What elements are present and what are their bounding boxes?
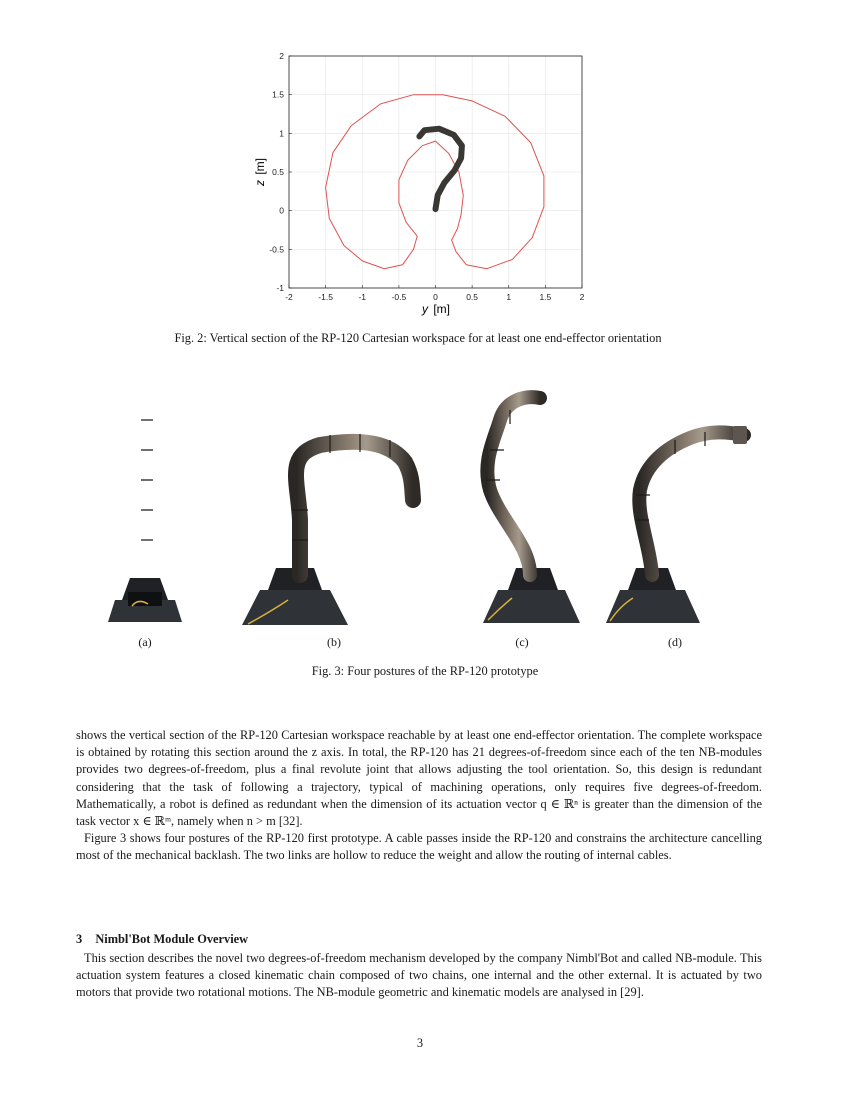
y-tick-label: -0.5 [269,244,284,255]
y-tick-label: 0 [279,205,284,216]
subcaption-c: (c) [515,635,529,649]
section-body [76,950,762,1002]
body-text [76,727,762,865]
y-tick-label: 0.5 [272,167,284,177]
robot-posture-line [419,129,462,209]
subcaption-a: (a) [138,635,152,649]
y-axis-unit: [m] [253,157,267,175]
y-tick-label: -1 [276,283,284,293]
subcaption-b: (b) [327,635,341,649]
subcaption-d: (d) [668,635,682,649]
posture-a-photo [108,390,182,622]
y-axis-var: z [253,180,267,187]
workspace-plot [240,45,600,320]
paragraph-1: shows the vertical section of the RP-120 Cartesian workspace reachable by at least one end-effector orientation. The complete workspace is obtained by rotating this section around the z axis. In total, the RP-120 has 21 degrees-of-freedom since each of the ten NB-modules provides two degrees-of-freedom, plus a final revolute joint that allows adjusting the tool orientation. So, this design is redundant considering that the task of following a trajectory, typical of machining operations, only requires five degrees-of-freedom. Mathematically, a robot is defined as redundant when the dimension of its actuation vector q ∈ ℝⁿ is greater than the dimension of the task vector x ∈ ℝᵐ, namely when n > m [32]. [76,728,762,829]
workspace-boundary-line [326,95,544,269]
paragraph-2: Figure 3 shows four postures of the RP-120 first prototype. A cable passes inside the RP-120 and constrains the architecture cancelling most of the mechanical backlash. The two links are hollow to reduce the weight and allow the routing of internal cables. [76,831,762,863]
x-axis-var: y [421,302,428,316]
paragraph-3: This section describes the novel two degrees-of-freedom mechanism developed by the company Nimbl'Bot and called NB-module. This actuation system features a closed kinematic chain composed of two chains, one internal and the other external. It is actuated by two motors that provide two rotational motions. The NB-module geometric and kinematic models are analysed in [29]. [76,951,762,1000]
section-number: 3 [76,932,83,946]
posture-c-photo [483,397,580,623]
figure3-caption: Fig. 3: Four postures of the RP-120 prototype [311,664,539,678]
figure2-caption: Fig. 2: Vertical section of the RP-120 Cartesian workspace for at least one end-effector orientation [174,331,662,345]
x-axis-label [421,302,450,316]
x-tick-label: 2 [579,292,585,302]
x-axis-unit: [m] [433,302,451,316]
section-heading [76,932,248,947]
posture-d-photo [606,426,747,623]
x-tick-label: -0.5 [391,292,407,302]
plot-series [326,95,544,269]
plot-ticks [269,51,584,302]
y-tick-label: 1.5 [272,89,284,100]
x-tick-label: -1 [358,292,367,302]
x-tick-label: 1.5 [539,292,552,302]
x-tick-label: -1.5 [318,292,333,302]
plot-grid [289,56,582,288]
section-title: Nimbl'Bot Module Overview [95,932,249,946]
x-tick-label: 0.5 [466,292,479,302]
x-tick-label: 1 [506,292,512,302]
y-tick-label: 2 [279,51,284,61]
x-tick-label: 0 [433,292,438,302]
y-tick-label: 1 [279,128,284,139]
page-number: 3 [416,1036,424,1050]
x-tick-label: -2 [285,292,293,302]
y-axis-label [253,158,267,187]
posture-b-photo [242,434,413,625]
posture-photos [100,378,760,630]
